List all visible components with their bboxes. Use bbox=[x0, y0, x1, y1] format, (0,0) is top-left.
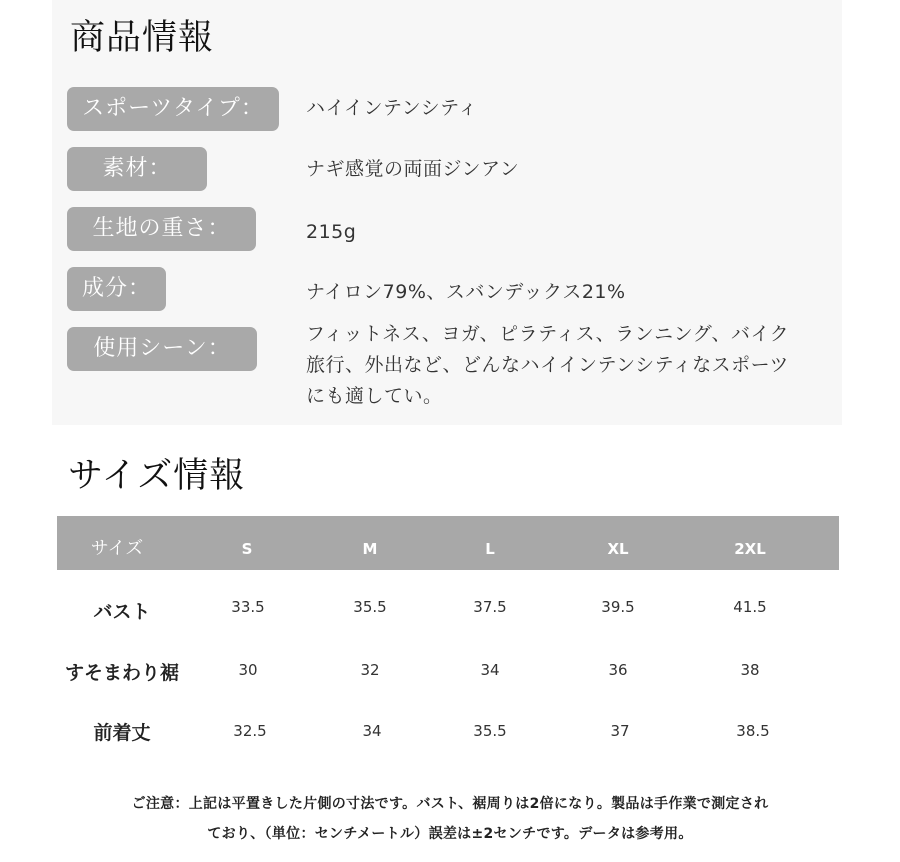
table-cell: 30 bbox=[238, 661, 258, 679]
row-label-bust: バスト bbox=[93, 601, 151, 623]
value-fabric-weight: 215g bbox=[306, 221, 357, 243]
header-m: M bbox=[362, 540, 378, 558]
table-cell: 32 bbox=[360, 661, 380, 679]
value-usage-scene bbox=[306, 319, 836, 412]
header-size: サイズ bbox=[90, 538, 144, 559]
label-usage-scene: 使用シーン： bbox=[67, 327, 257, 371]
table-cell: 36 bbox=[608, 661, 628, 679]
value-material: ナギ感覚の両面ジンアン bbox=[306, 158, 520, 180]
label-composition: 成分： bbox=[67, 267, 166, 311]
value-composition: ナイロン79%、スバンデックス21% bbox=[306, 281, 626, 303]
size-info-title: サイズ情報 bbox=[68, 456, 246, 496]
label-fabric-weight: 生地の重さ： bbox=[67, 207, 256, 251]
table-cell: 39.5 bbox=[601, 598, 635, 616]
table-cell: 33.5 bbox=[231, 598, 265, 616]
size-note-line: ており、（単位：センチメートル）誤差は±2センチです。データは参考用。 bbox=[207, 826, 693, 842]
row-label-hem: すそまわり裾 bbox=[64, 662, 180, 684]
row-label-front-length: 前着丈 bbox=[93, 722, 151, 744]
header-2xl: 2XL bbox=[734, 540, 766, 558]
usage-line: 旅行、外出など、どんなハイインテンシティなスポーツ bbox=[306, 354, 789, 376]
table-cell: 34 bbox=[480, 661, 500, 679]
header-s: S bbox=[241, 540, 253, 558]
table-cell: 41.5 bbox=[733, 598, 767, 616]
table-cell: 37 bbox=[610, 722, 630, 740]
table-cell: 32.5 bbox=[233, 722, 267, 740]
header-xl: XL bbox=[607, 540, 629, 558]
table-cell: 38.5 bbox=[736, 722, 770, 740]
table-cell: 37.5 bbox=[473, 598, 507, 616]
table-cell: 34 bbox=[362, 722, 382, 740]
header-l: L bbox=[485, 540, 495, 558]
product-info-title: 商品情報 bbox=[70, 18, 215, 58]
table-cell: 38 bbox=[740, 661, 760, 679]
usage-line: フィットネス、ヨガ、ピラティス、ランニング、バイク bbox=[306, 323, 790, 345]
table-cell: 35.5 bbox=[473, 722, 507, 740]
label-material: 素材： bbox=[67, 147, 207, 191]
table-cell: 35.5 bbox=[353, 598, 387, 616]
size-note-line: ご注意：上記は平置きした片側の寸法です。バスト、裾周りは2倍になり。製品は手作業で測定され bbox=[131, 796, 769, 812]
usage-line: にも適してい。 bbox=[306, 385, 443, 407]
size-table-header bbox=[57, 516, 839, 570]
label-sport-type: スポーツタイプ： bbox=[67, 87, 279, 131]
value-sport-type: ハイインテンシティ bbox=[306, 97, 478, 119]
